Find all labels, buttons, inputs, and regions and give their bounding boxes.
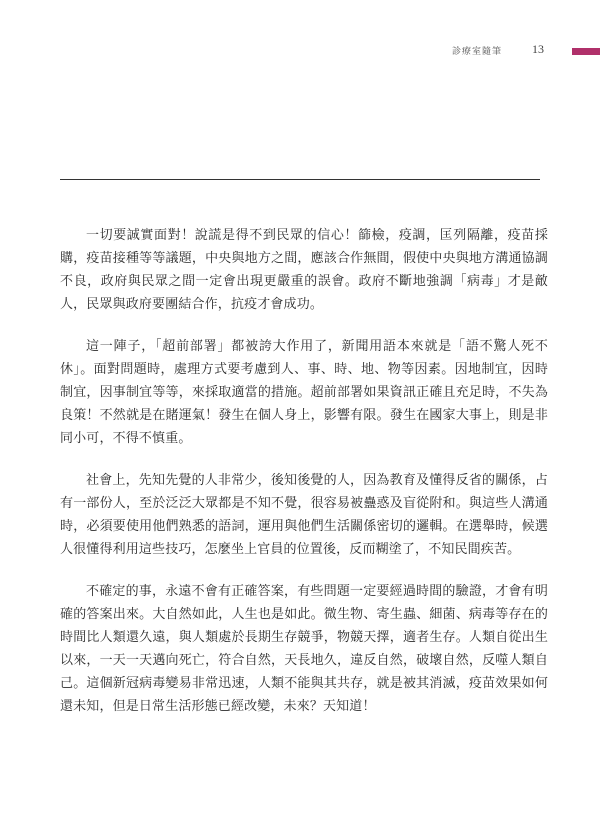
paragraph-3: 社會上，先知先覺的人非常少，後知後覺的人，因為教育及懂得反省的關係，占有一部份人，至於泛泛大眾都是不知不覺，很容易被蠱惑及盲從附和。與這些人溝通時，必須要使用他們熟悉的語詞，運用與他們生活關係密切的邏輯。在選舉時，候選人很懂得利用這些技巧，怎麼坐上官員的位置後，反而糊塗了，不知民間疾苦。 <box>60 473 548 557</box>
paragraph-2: 這一陣子，「超前部署」都被誇大作用了，新聞用語本來就是「語不驚人死不休」。面對問題時，處理方式要考慮到人、事、時、地、物等因素。因地制宜，因時制宜，因事制宜等等，來採取適當的措施。超前部署如果資訊正確且充足時，不失為良策！不然就是在賭運氣！發生在個人身上，影響有限。發生在國家大事上，則是非同小可，不得不慎重。 <box>60 339 548 446</box>
section-divider <box>60 179 540 180</box>
running-title: 診療室隨筆 <box>452 47 503 57</box>
paragraph-1: 一切要誠實面對！說謊是得不到民眾的信心！篩檢，疫調，匡列隔離，疫苗採購，疫苗接種等等議題，中央與地方之間，應該合作無間，假使中央與地方溝通協調不良，政府與民眾之間一定會出現更嚴重的誤會。政府不斷地強調「病毒」才是敵人，民眾與政府要團結合作，抗疫才會成功。 <box>60 228 548 312</box>
body-text <box>60 224 548 737</box>
page-header <box>440 42 600 62</box>
paragraph-4: 不確定的事，永遠不會有正確答案，有些問題一定要經過時間的驗證，才會有明確的答案出來。大自然如此，人生也是如此。微生物、寄生蟲、細菌、病毒等存在的時間比人類還久遠，與人類處於長期生存競爭，物競天擇，適者生存。人類自從出生以來，一天一天邁向死亡，符合自然，天長地久，違反自然，破壞自然，反噬人類自己。這個新冠病毒變易非常迅速，人類不能與其共存，就是被其消滅，疫苗效果如何還未知，但是日常生活形態已經改變，未來？天知道！ <box>60 584 548 714</box>
page-number: 13 <box>532 42 544 56</box>
accent-bar <box>572 48 600 55</box>
